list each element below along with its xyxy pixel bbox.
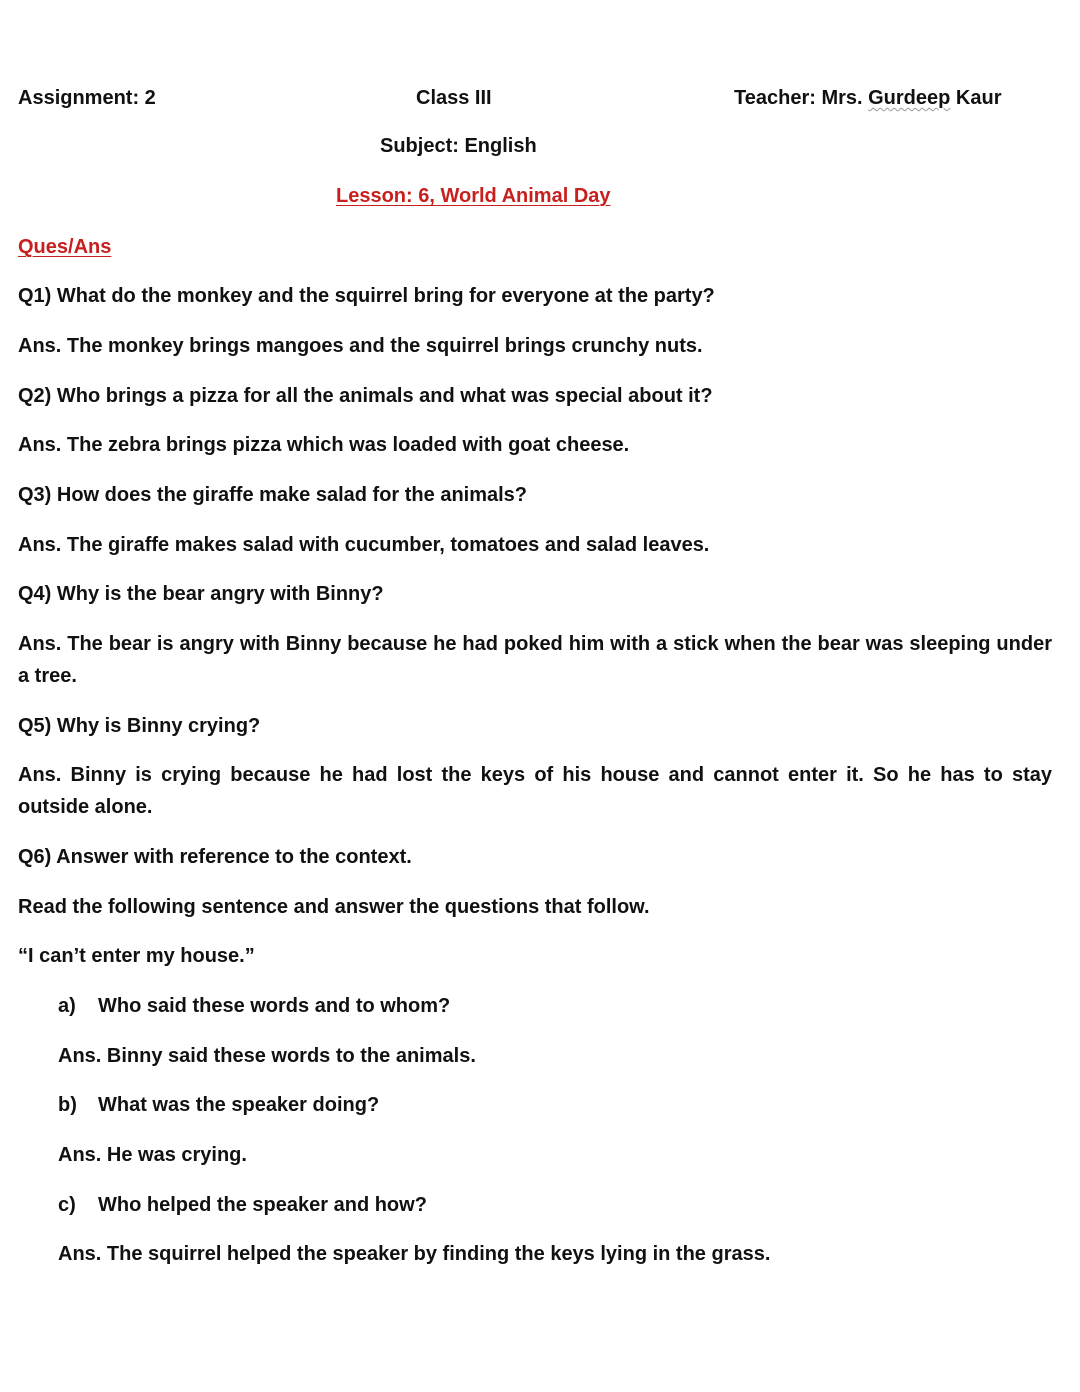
assignment-label: Assignment: 2 bbox=[18, 87, 156, 109]
question-1: Q1) What do the monkey and the squirrel bring for everyone at the party? bbox=[18, 285, 715, 307]
sub-question-label: c) bbox=[58, 1194, 76, 1216]
sub-question-c bbox=[58, 1193, 427, 1217]
answer-2: Ans. The zebra brings pizza which was loaded with goat cheese. bbox=[18, 434, 630, 456]
sub-answer-a: Ans. Binny said these words to the animals. bbox=[58, 1045, 476, 1067]
teacher-label bbox=[734, 86, 1002, 110]
sub-question-label: b) bbox=[58, 1094, 77, 1116]
sub-question-a bbox=[58, 994, 450, 1018]
sub-question-label: a) bbox=[58, 995, 76, 1017]
question-6-quote: “I can’t enter my house.” bbox=[18, 945, 255, 967]
question-5: Q5) Why is Binny crying? bbox=[18, 715, 261, 737]
lesson-title: Lesson: 6, World Animal Day bbox=[336, 185, 611, 207]
class-label: Class III bbox=[416, 87, 492, 109]
answer-1: Ans. The monkey brings mangoes and the squirrel brings crunchy nuts. bbox=[18, 335, 703, 357]
question-3: Q3) How does the giraffe make salad for the animals? bbox=[18, 484, 528, 506]
answer-3: Ans. The giraffe makes salad with cucumber, tomatoes and salad leaves. bbox=[18, 534, 710, 556]
sub-question-text: Who said these words and to whom? bbox=[98, 995, 451, 1017]
sub-question-text: What was the speaker doing? bbox=[98, 1094, 380, 1116]
sub-answer-c: Ans. The squirrel helped the speaker by finding the keys lying in the grass. bbox=[58, 1243, 771, 1265]
question-6-instruction: Read the following sentence and answer the questions that follow. bbox=[18, 896, 650, 918]
question-2: Q2) Who brings a pizza for all the animals and what was special about it? bbox=[18, 385, 713, 407]
question-6-title: Q6) Answer with reference to the context. bbox=[18, 846, 412, 868]
section-title: Ques/Ans bbox=[18, 236, 112, 258]
answer-5: Ans. Binny is crying because he had lost the keys of his house and cannot enter it. So he has to stay outside alone. bbox=[18, 764, 1052, 818]
sub-answer-b: Ans. He was crying. bbox=[58, 1144, 247, 1166]
teacher-prefix: Teacher: Mrs. bbox=[734, 87, 869, 109]
sub-question-text: Who helped the speaker and how? bbox=[98, 1194, 427, 1216]
answer-4: Ans. The bear is angry with Binny because he had poked him with a stick when the bear was sleeping under a tree. bbox=[18, 633, 1052, 687]
teacher-name: Gurdeep bbox=[868, 87, 951, 109]
question-4: Q4) Why is the bear angry with Binny? bbox=[18, 583, 384, 605]
teacher-suffix: Kaur bbox=[950, 87, 1002, 109]
subject-label: Subject: English bbox=[380, 135, 537, 157]
sub-question-b bbox=[58, 1093, 379, 1117]
